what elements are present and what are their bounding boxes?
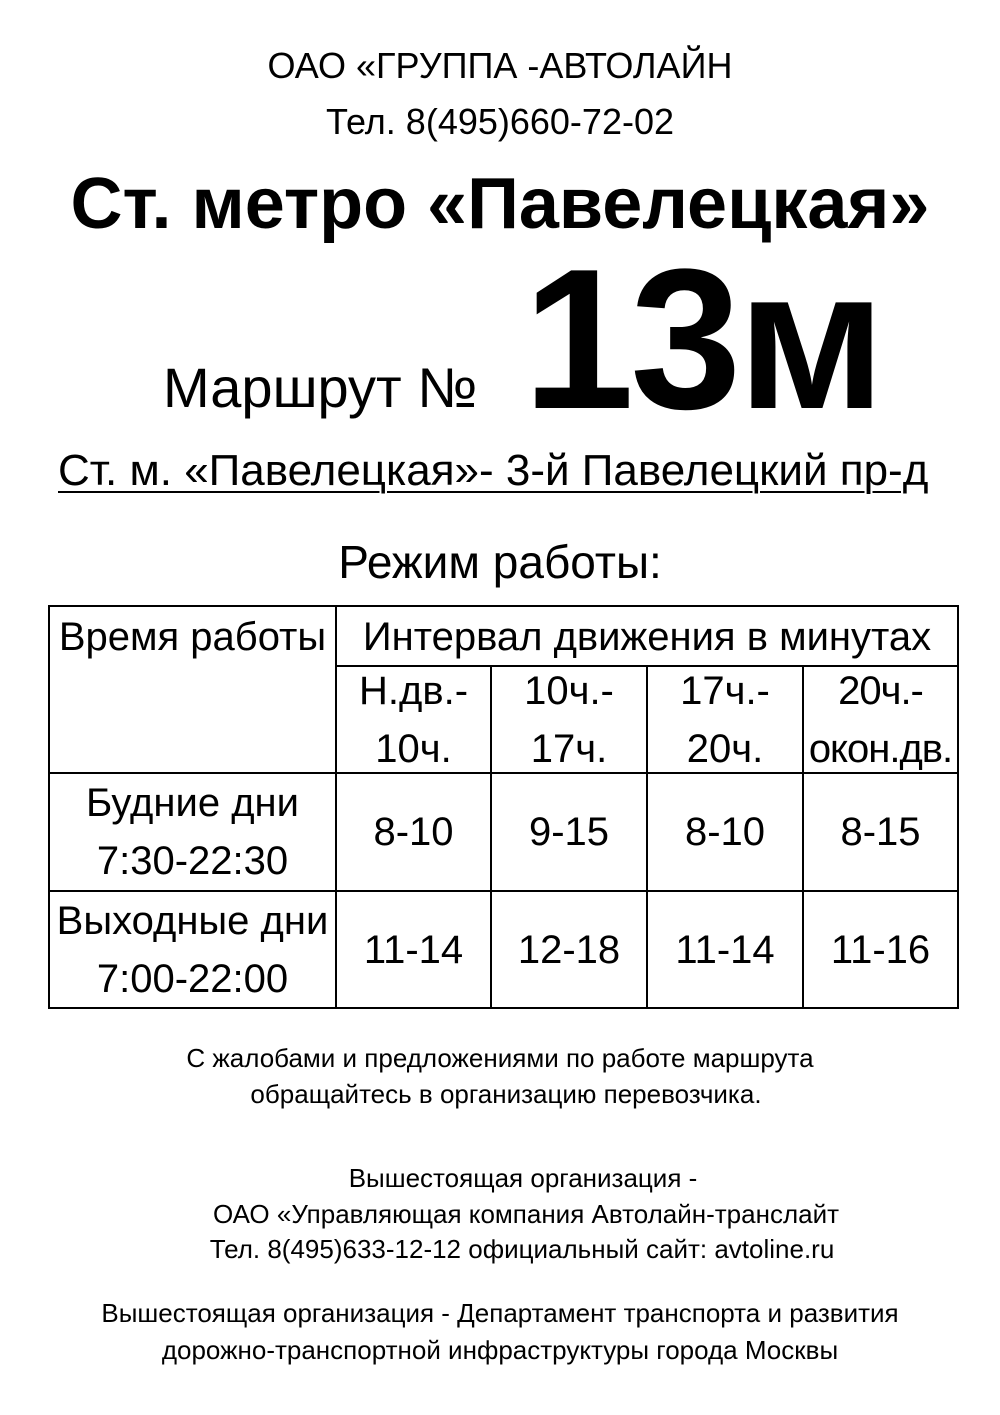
parent-org-label: Вышестоящая организация - <box>348 1163 698 1193</box>
period-line2: 20ч. <box>686 727 764 771</box>
day-hours: 7:00-22:00 <box>96 956 289 1001</box>
route-number: 13м <box>523 228 882 451</box>
period-line2: 10ч. <box>375 727 452 771</box>
company-phone: Тел. 8(495)660-72-02 <box>326 101 674 142</box>
period-line2: окон.дв. <box>808 727 953 771</box>
interval-value: 11-14 <box>363 927 464 972</box>
day-name: Выходные дни <box>56 898 329 943</box>
complaints-line1: С жалобами и предложениями по работе маршрута <box>186 1043 814 1073</box>
interval-value: 8-15 <box>840 810 921 854</box>
department-line2: дорожно-транспортной инфраструктуры города Москвы <box>161 1335 839 1365</box>
period-line1: Н.дв.- <box>358 669 469 713</box>
period-line1: 17ч.- <box>680 669 770 713</box>
header-interval: Интервал движения в минутах <box>362 615 932 659</box>
parent-org-contacts: Тел. 8(495)633-12-12 официальный сайт: avtoline.ru <box>209 1234 835 1264</box>
row-day-label <box>50 774 335 890</box>
interval-value: 11-14 <box>675 927 775 972</box>
day-hours: 7:30-22:30 <box>96 839 289 883</box>
period-header <box>648 667 802 773</box>
interval-value: 11-16 <box>830 927 931 972</box>
day-name: Будние дни <box>86 781 299 825</box>
interval-value: 12-18 <box>517 927 621 972</box>
department-line1: Вышестоящая организация - Департамент транспорта и развития <box>101 1298 899 1328</box>
station-title: Ст. метро «Павелецкая» <box>70 164 930 244</box>
interval-value: 8-10 <box>373 810 454 854</box>
interval-value: 8-10 <box>684 810 766 854</box>
parent-org-name: ОАО «Управляющая компания Автолайн-транслайт <box>212 1199 840 1229</box>
period-line2: 17ч. <box>530 727 608 771</box>
period-header <box>337 667 490 773</box>
period-header <box>804 667 957 773</box>
company-name: ОАО «ГРУППА -АВТОЛАЙН <box>267 45 733 86</box>
row-day-label <box>50 892 335 1007</box>
route-path: Ст. м. «Павелецкая»- 3-й Павелецкий пр-д <box>58 446 929 495</box>
complaints-line2: обращайтесь в организацию перевозчика. <box>250 1079 762 1109</box>
period-header <box>492 667 646 773</box>
period-line1: 20ч.- <box>838 669 923 713</box>
header-time: Время работы <box>58 615 327 659</box>
route-label: Маршрут № <box>163 356 478 419</box>
interval-value: 9-15 <box>528 810 610 854</box>
period-line1: 10ч.- <box>524 669 614 713</box>
schedule-title: Режим работы: <box>338 536 662 588</box>
